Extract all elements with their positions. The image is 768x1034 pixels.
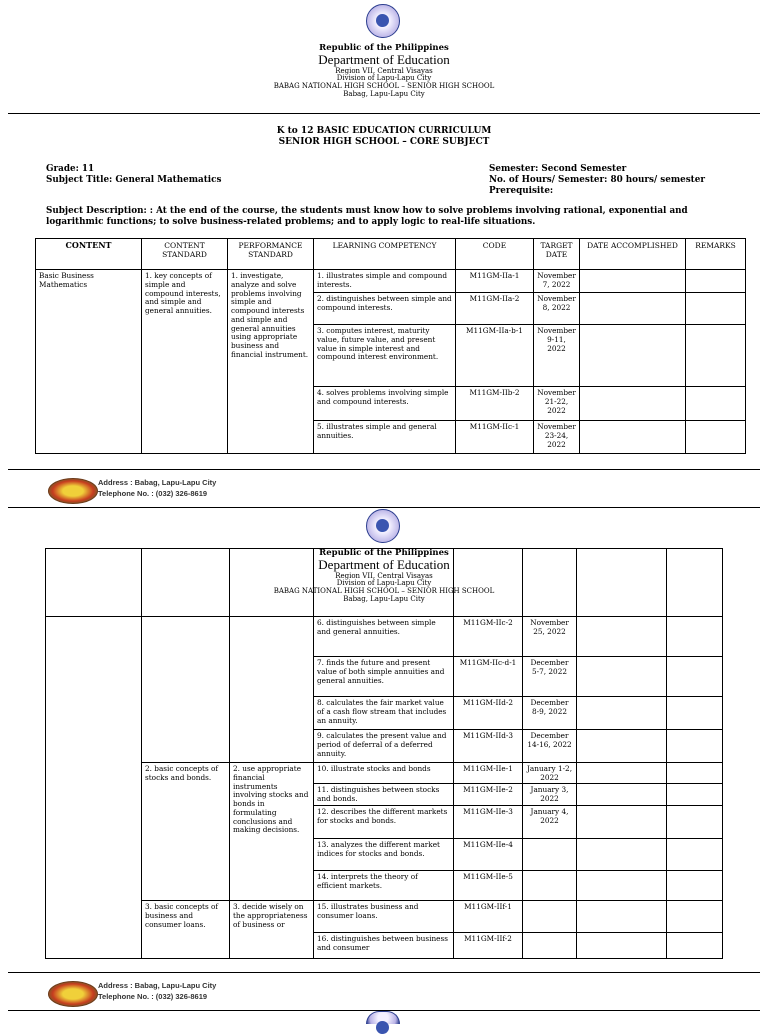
competency-cell: 12. describes the different markets for stocks and bonds. bbox=[314, 806, 454, 839]
prerequisite-label: Prerequisite: bbox=[489, 185, 554, 196]
department-line: Department of Education bbox=[318, 557, 450, 573]
competency-cell: 13. analyzes the different market indices for stocks and bonds. bbox=[314, 839, 454, 871]
competency-cell: 16. distinguishes between business and consumer bbox=[314, 933, 454, 959]
date-accomplished-cell bbox=[577, 933, 667, 959]
code-cell: M11GM-IIb-2 bbox=[456, 387, 534, 421]
code-cell: M11GM-IIc-d-1 bbox=[454, 657, 523, 697]
footer-telephone: Telephone No. : (032) 326-8619 bbox=[98, 489, 208, 498]
location-line: Babag, Lapu-Lapu City bbox=[343, 594, 425, 603]
remarks-cell bbox=[667, 901, 723, 933]
content-standard-cell: 2. basic concepts of stocks and bonds. bbox=[142, 763, 230, 901]
date-accomplished-cell bbox=[577, 617, 667, 657]
target-date-cell bbox=[523, 871, 577, 901]
remarks-cell bbox=[667, 784, 723, 806]
remarks-cell bbox=[667, 806, 723, 839]
code-cell: M11GM-IIe-3 bbox=[454, 806, 523, 839]
competency-cell: 14. interprets the theory of efficient markets. bbox=[314, 871, 454, 901]
target-date-cell: November 25, 2022 bbox=[523, 617, 577, 657]
col-header-performance-standard: PERFORMANCE STANDARD bbox=[228, 239, 314, 270]
target-date-cell bbox=[523, 933, 577, 959]
date-accomplished-cell bbox=[577, 697, 667, 730]
content-standard-cell: 1. key concepts of simple and compound interests, and simple and general annuities. bbox=[142, 270, 228, 454]
competency-cell: 3. computes interest, maturity value, future value, and present value in simple interest and compound interest environment. bbox=[314, 325, 456, 387]
code-cell: M11GM-IIc-2 bbox=[454, 617, 523, 657]
deped-seal-icon bbox=[366, 1011, 400, 1024]
header-divider bbox=[8, 113, 760, 114]
subject-description: Subject Description: : At the end of the course, the students must know how to solve problems involving rational, exponential and logarithmic functions; to solve business-related problems; and to apply logic to real-life situations. bbox=[46, 206, 688, 228]
code-cell: M11GM-IId-3 bbox=[454, 730, 523, 763]
footer-telephone: Telephone No. : (032) 326-8619 bbox=[98, 992, 208, 1001]
subject-title: Subject Title: General Mathematics bbox=[46, 174, 222, 185]
grade-subject bbox=[46, 164, 221, 186]
competency-cell: 2. distinguishes between simple and compound interests. bbox=[314, 293, 456, 325]
date-accomplished-cell bbox=[580, 293, 686, 325]
col-header-code: CODE bbox=[456, 239, 534, 270]
code-cell: M11GM-IIe-5 bbox=[454, 871, 523, 901]
hours-label: No. of Hours/ Semester: 80 hours/ semester bbox=[489, 174, 705, 185]
code-cell: M11GM-IIf-2 bbox=[454, 933, 523, 959]
target-date-cell: November 21-22, 2022 bbox=[534, 387, 580, 421]
competency-cell: 9. calculates the present value and period of deferral of a deferred annuity. bbox=[314, 730, 454, 763]
date-accomplished-cell bbox=[577, 901, 667, 933]
code-cell: M11GM-IIa-b-1 bbox=[456, 325, 534, 387]
school-line: BABAG NATIONAL HIGH SCHOOL – SENIOR HIGH SCHOOL bbox=[273, 587, 495, 596]
remarks-cell bbox=[686, 325, 746, 387]
remarks-cell bbox=[667, 839, 723, 871]
remarks-cell bbox=[667, 617, 723, 657]
target-date-cell: November 9-11, 2022 bbox=[534, 325, 580, 387]
performance-standard-cell: 3. decide wisely on the appropriateness of business or bbox=[230, 901, 314, 959]
target-date-cell: January 3, 2022 bbox=[523, 784, 577, 806]
remarks-cell bbox=[667, 697, 723, 730]
col-header-remarks: REMARKS bbox=[686, 239, 746, 270]
target-date-cell: November 23-24, 2022 bbox=[534, 421, 580, 454]
col-header-content-standard: CONTENT STANDARD bbox=[142, 239, 228, 270]
target-date-cell bbox=[523, 839, 577, 871]
code-cell: M11GM-IIe-4 bbox=[454, 839, 523, 871]
deped-seal-icon bbox=[366, 4, 400, 38]
page-footer bbox=[8, 472, 760, 512]
target-date-cell: December 14-16, 2022 bbox=[523, 730, 577, 763]
date-accomplished-cell bbox=[577, 763, 667, 784]
date-accomplished-cell bbox=[577, 730, 667, 763]
code-cell: M11GM-IIa-2 bbox=[456, 293, 534, 325]
republic-line: Republic of the Philippines bbox=[319, 548, 449, 558]
code-cell: M11GM-IIe-2 bbox=[454, 784, 523, 806]
footer-address: Address : Babag, Lapu-Lapu City bbox=[98, 981, 217, 990]
date-accomplished-cell bbox=[577, 871, 667, 901]
republic-line: Republic of the Philippines bbox=[319, 43, 449, 53]
remarks-cell bbox=[667, 657, 723, 697]
competency-cell: 7. finds the future and present value of both simple annuities and general annuities. bbox=[314, 657, 454, 697]
location-line: Babag, Lapu-Lapu City bbox=[343, 89, 425, 98]
doc-title-line1: K to 12 BASIC EDUCATION CURRICULUM bbox=[276, 126, 492, 136]
content-cell bbox=[46, 617, 142, 959]
competency-cell: 15. illustrates business and consumer loans. bbox=[314, 901, 454, 933]
date-accomplished-cell bbox=[577, 784, 667, 806]
remarks-cell bbox=[686, 270, 746, 293]
school-logo-icon bbox=[48, 478, 98, 504]
remarks-cell bbox=[686, 387, 746, 421]
date-accomplished-cell bbox=[577, 839, 667, 871]
target-date-cell: January 4, 2022 bbox=[523, 806, 577, 839]
doc-title bbox=[0, 126, 768, 149]
remarks-cell bbox=[667, 730, 723, 763]
col-header-date-accomplished: DATE ACCOMPLISHED bbox=[580, 239, 686, 270]
date-accomplished-cell bbox=[580, 387, 686, 421]
semester-info bbox=[489, 164, 705, 197]
performance-standard-cell bbox=[230, 617, 314, 763]
date-accomplished-cell bbox=[580, 325, 686, 387]
code-cell: M11GM-IId-2 bbox=[454, 697, 523, 730]
footer-divider bbox=[8, 972, 760, 973]
target-date-cell: November 7, 2022 bbox=[534, 270, 580, 293]
remarks-cell bbox=[667, 763, 723, 784]
curriculum-table-p1 bbox=[35, 238, 746, 454]
page-footer bbox=[8, 975, 760, 1015]
competency-cell: 1. illustrates simple and compound interests. bbox=[314, 270, 456, 293]
school-logo-icon bbox=[48, 981, 98, 1007]
target-date-cell: November 8, 2022 bbox=[534, 293, 580, 325]
remarks-cell bbox=[686, 293, 746, 325]
grade-label: Grade: 11 bbox=[46, 164, 95, 174]
performance-standard-cell: 2. use appropriate financial instruments involving stocks and bonds in formulating conclusions and making decisions. bbox=[230, 763, 314, 901]
remarks-cell bbox=[667, 871, 723, 901]
semester-label: Semester: Second Semester bbox=[489, 164, 627, 174]
performance-standard-cell: 1. investigate, analyze and solve problems involving simple and compound interests and simple and general annuities using appropriate business and financial instrument. bbox=[228, 270, 314, 454]
target-date-cell: January 1-2, 2022 bbox=[523, 763, 577, 784]
competency-cell: 10. illustrate stocks and bonds bbox=[314, 763, 454, 784]
deped-seal-icon bbox=[366, 509, 400, 543]
competency-cell: 6. distinguishes between simple and general annuities. bbox=[314, 617, 454, 657]
col-header-learning-competency: LEARNING COMPETENCY bbox=[314, 239, 456, 270]
content-cell: Basic Business Mathematics bbox=[36, 270, 142, 454]
letterhead bbox=[0, 44, 768, 98]
code-cell: M11GM-IIc-1 bbox=[456, 421, 534, 454]
date-accomplished-cell bbox=[580, 270, 686, 293]
remarks-cell bbox=[686, 421, 746, 454]
footer-divider bbox=[8, 507, 760, 508]
department-line: Department of Education bbox=[318, 52, 450, 68]
competency-cell: 8. calculates the fair market value of a cash flow stream that includes an annuity. bbox=[314, 697, 454, 730]
curriculum-table-p2 bbox=[45, 548, 723, 959]
competency-cell: 11. distinguishes between stocks and bonds. bbox=[314, 784, 454, 806]
region-line: Region VII, Central Visayas bbox=[335, 66, 433, 75]
doc-title-line2: SENIOR HIGH SCHOOL – CORE SUBJECT bbox=[278, 137, 490, 148]
target-date-cell: December 5-7, 2022 bbox=[523, 657, 577, 697]
competency-cell: 5. illustrates simple and general annuities. bbox=[314, 421, 456, 454]
code-cell: M11GM-IIa-1 bbox=[456, 270, 534, 293]
date-accomplished-cell bbox=[577, 806, 667, 839]
division-line: Division of Lapu-Lapu City bbox=[336, 579, 432, 588]
code-cell: M11GM-IIe-1 bbox=[454, 763, 523, 784]
date-accomplished-cell bbox=[580, 421, 686, 454]
remarks-cell bbox=[667, 933, 723, 959]
footer-divider bbox=[8, 469, 760, 470]
col-header-target-date: TARGET DATE bbox=[534, 239, 580, 270]
competency-cell: 4. solves problems involving simple and compound interests. bbox=[314, 387, 456, 421]
footer-address: Address : Babag, Lapu-Lapu City bbox=[98, 478, 217, 487]
region-line: Region VII, Central Visayas bbox=[335, 571, 433, 580]
date-accomplished-cell bbox=[577, 657, 667, 697]
letterhead bbox=[0, 549, 768, 603]
content-standard-cell: 3. basic concepts of business and consumer loans. bbox=[142, 901, 230, 959]
code-cell: M11GM-IIf-1 bbox=[454, 901, 523, 933]
school-line: BABAG NATIONAL HIGH SCHOOL – SENIOR HIGH SCHOOL bbox=[273, 82, 495, 91]
target-date-cell bbox=[523, 901, 577, 933]
division-line: Division of Lapu-Lapu City bbox=[336, 74, 432, 83]
col-header-content: CONTENT bbox=[36, 239, 142, 270]
content-standard-cell bbox=[142, 617, 230, 763]
target-date-cell: December 8-9, 2022 bbox=[523, 697, 577, 730]
